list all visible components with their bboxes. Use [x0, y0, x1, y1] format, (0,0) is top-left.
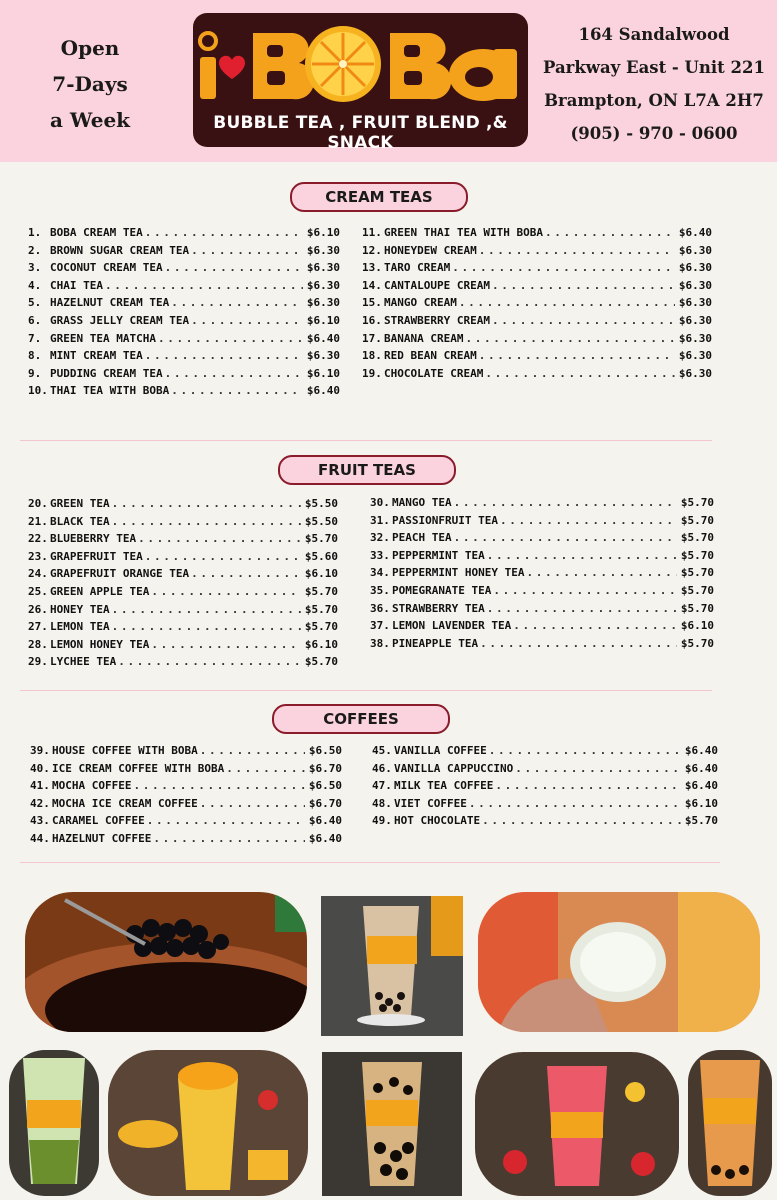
menu-item-number: 21.: [28, 514, 48, 528]
menu-item-number: 1.: [28, 226, 42, 239]
menu-item: [370, 529, 714, 547]
menu-item-number: 12.: [362, 243, 382, 257]
menu-item-number: 39.: [30, 744, 50, 757]
menu-item-number: 24.: [28, 567, 48, 581]
dot-leader: [515, 760, 681, 778]
menu-item-number: 10.: [28, 384, 48, 398]
menu-item-name: HONEYDEW CREAM: [384, 243, 477, 257]
dot-leader: [469, 795, 681, 813]
dot-leader: [479, 347, 675, 365]
dot-leader: [165, 365, 303, 383]
menu-item-name: HOUSE COFFEE WITH BOBA: [52, 744, 198, 757]
menu-item-price: $6.30: [678, 243, 712, 257]
menu-item-name: VIET COFFEE: [394, 796, 467, 810]
menu-item-price: $5.50: [304, 497, 338, 510]
menu-item: [28, 530, 338, 548]
menu-item: [370, 635, 714, 653]
photo-strawberry-slush: [475, 1052, 679, 1196]
menu-item-name: CARAMEL COFFEE: [52, 814, 145, 828]
menu-item-number: 49.: [372, 814, 392, 828]
menu-item-number: 22.: [28, 532, 48, 546]
menu-item: [362, 365, 712, 383]
dot-leader: [480, 635, 677, 653]
menu-item: [362, 242, 712, 260]
dot-leader: [465, 330, 674, 348]
menu-item-price: $6.40: [678, 226, 712, 239]
menu-item: [30, 830, 342, 848]
menu-item: [362, 277, 712, 295]
fruit-teas-left-list: [28, 495, 338, 671]
dot-leader: [487, 547, 677, 565]
menu-item-price: $5.60: [304, 549, 338, 563]
menu-item-name: CHOCOLATE CREAM: [384, 366, 484, 380]
menu-item: [362, 259, 712, 277]
menu-item-price: $5.70: [680, 548, 714, 562]
menu-item-price: $6.30: [306, 349, 340, 363]
coffees-right-list: [372, 742, 718, 830]
menu-item-number: 35.: [370, 583, 390, 597]
menu-item-name: LEMON TEA: [50, 620, 110, 634]
dot-leader: [493, 582, 677, 600]
menu-item-name: VANILLA CAPPUCCINO: [394, 761, 514, 775]
menu-item-number: 48.: [372, 796, 392, 810]
menu-item-number: 30.: [370, 496, 390, 509]
menu-item-price: $6.30: [678, 278, 712, 292]
dot-leader: [171, 294, 303, 312]
dot-leader: [112, 495, 301, 513]
fruit-teas-right-list: [370, 494, 714, 652]
menu-item-name: GREEN TEA MATCHA: [50, 331, 156, 345]
menu-item: [30, 760, 342, 778]
menu-item-price: $5.70: [680, 513, 714, 527]
dot-leader: [112, 618, 301, 636]
menu-item-price: $5.70: [680, 496, 714, 509]
menu-item: [28, 636, 338, 654]
dot-leader: [479, 242, 675, 260]
dot-leader: [151, 636, 301, 654]
menu-item-number: 19.: [362, 366, 382, 380]
menu-item: [362, 294, 712, 312]
photo-matcha-tea: [9, 1050, 99, 1196]
menu-item-name: CANTALOUPE CREAM: [384, 278, 490, 292]
open-line: 7-Days: [52, 72, 128, 96]
menu-item: [372, 760, 718, 778]
dot-leader: [485, 365, 675, 383]
open-line: Open: [60, 36, 120, 60]
menu-item-name: MOCHA ICE CREAM COFFEE: [52, 796, 198, 810]
menu-item: [372, 812, 718, 830]
menu-item-number: 3.: [28, 261, 42, 275]
menu-item-price: $6.30: [678, 313, 712, 327]
opening-hours: [30, 30, 150, 138]
section-divider: [20, 862, 720, 863]
menu-item: [370, 617, 714, 635]
menu-item-name: GREEN TEA: [50, 497, 110, 510]
menu-item-price: $6.40: [308, 814, 342, 828]
menu-item: [28, 347, 340, 365]
menu-item-number: 5.: [28, 296, 42, 310]
menu-item-name: BOBA CREAM TEA: [50, 226, 143, 239]
section-divider: [20, 690, 712, 691]
menu-item: [370, 547, 714, 565]
menu-item-price: $6.30: [678, 349, 712, 363]
menu-item: [28, 583, 338, 601]
menu-item-number: 43.: [30, 814, 50, 828]
menu-item-price: $6.10: [680, 619, 714, 633]
dot-leader: [138, 530, 301, 548]
menu-item-price: $6.10: [306, 366, 340, 380]
menu-item-name: MILK TEA COFFEE: [394, 779, 494, 793]
dot-leader: [105, 277, 303, 295]
menu-item-name: PUDDING CREAM TEA: [50, 366, 163, 380]
menu-item-number: 6.: [28, 313, 42, 327]
menu-item: [28, 277, 340, 295]
menu-item-name: MANGO TEA: [392, 496, 452, 509]
section-title-fruit-teas: FRUIT TEAS: [278, 455, 456, 485]
menu-item-price: $5.70: [304, 602, 338, 616]
dot-leader: [171, 382, 303, 400]
photo-brown-sugar-boba: [322, 1052, 462, 1196]
menu-item-number: 47.: [372, 779, 392, 793]
menu-item-number: 11.: [362, 226, 382, 239]
menu-item: [28, 548, 338, 566]
menu-item: [30, 795, 342, 813]
menu-item: [370, 564, 714, 582]
address-line: 164 Sandalwood: [578, 25, 730, 44]
menu-item-number: 17.: [362, 331, 382, 345]
menu-item: [28, 382, 340, 400]
cream-teas-left-list: [28, 224, 340, 400]
dot-leader: [226, 760, 305, 778]
logo-wordmark: [193, 19, 528, 109]
menu-item-price: $6.30: [306, 261, 340, 275]
menu-item-name: LEMON LAVENDER TEA: [392, 619, 512, 633]
dot-leader: [526, 564, 676, 582]
menu-item: [28, 618, 338, 636]
menu-item-price: $5.70: [680, 636, 714, 650]
section-title-cream-teas: CREAM TEAS: [290, 182, 468, 212]
menu-item-number: 9.: [28, 366, 42, 380]
menu-item-price: $6.10: [304, 567, 338, 581]
dot-leader: [545, 224, 675, 242]
menu-item-price: $5.70: [680, 601, 714, 615]
menu-item-name: STRAWBERRY CREAM: [384, 313, 490, 327]
menu-item: [28, 495, 338, 513]
menu-item: [372, 795, 718, 813]
menu-item-number: 45.: [372, 744, 392, 757]
menu-item-number: 25.: [28, 584, 48, 598]
menu-item-price: $6.10: [304, 637, 338, 651]
menu-item-name: THAI TEA WITH BOBA: [50, 384, 170, 398]
menu-item-name: MINT CREAM TEA: [50, 349, 143, 363]
menu-item-number: 27.: [28, 620, 48, 634]
dot-leader: [151, 583, 301, 601]
menu-item-name: GRAPEFRUIT ORANGE TEA: [50, 567, 190, 581]
menu-item-name: BANANA CREAM: [384, 331, 464, 345]
dot-leader: [191, 565, 301, 583]
menu-item-price: $6.40: [684, 761, 718, 775]
menu-item: [370, 600, 714, 618]
menu-item: [28, 294, 340, 312]
dot-leader: [200, 742, 305, 760]
menu-item-price: $6.50: [308, 779, 342, 793]
menu-item-price: $6.30: [678, 366, 712, 380]
menu-item-name: ICE CREAM COFFEE WITH BOBA: [52, 761, 225, 775]
menu-item-number: 34.: [370, 566, 390, 580]
menu-item-number: 23.: [28, 549, 48, 563]
menu-item: [370, 512, 714, 530]
menu-item: [362, 330, 712, 348]
dot-leader: [145, 224, 303, 242]
menu-item: [28, 653, 338, 671]
photo-tapioca-pearls: [25, 892, 307, 1032]
header-banner: [0, 0, 777, 162]
dot-leader: [153, 830, 305, 848]
photo-mango-smoothie: [108, 1050, 308, 1196]
menu-item-number: 13.: [362, 261, 382, 275]
menu-item: [28, 242, 340, 260]
dot-leader: [145, 347, 303, 365]
menu-item-price: $6.10: [306, 313, 340, 327]
menu-item-name: HONEY TEA: [50, 602, 110, 616]
menu-item-number: 41.: [30, 779, 50, 793]
menu-item: [372, 777, 718, 795]
menu-item-price: $6.30: [306, 278, 340, 292]
menu-item: [362, 347, 712, 365]
menu-item-name: GREEN THAI TEA WITH BOBA: [384, 226, 543, 239]
menu-item-name: MOCHA COFFEE: [52, 779, 132, 793]
section-divider: [20, 440, 712, 441]
menu-item-number: 44.: [30, 831, 50, 845]
menu-item-name: CHAI TEA: [50, 278, 103, 292]
dot-leader: [200, 795, 305, 813]
menu-item-price: $6.30: [306, 243, 340, 257]
menu-item-price: $5.70: [304, 532, 338, 546]
menu-item-number: 7.: [28, 331, 42, 345]
menu-item-number: 16.: [362, 313, 382, 327]
dot-leader: [112, 513, 301, 531]
menu-item-name: POMEGRANATE TEA: [392, 583, 492, 597]
dot-leader: [495, 777, 681, 795]
menu-item-name: GRAPEFRUIT TEA: [50, 549, 143, 563]
dot-leader: [191, 242, 303, 260]
menu-item-name: PEACH TEA: [392, 531, 452, 545]
menu-item: [28, 365, 340, 383]
dot-leader: [454, 494, 677, 512]
menu-item: [30, 742, 342, 760]
dot-leader: [492, 277, 675, 295]
menu-item-number: 37.: [370, 619, 390, 633]
dot-leader: [454, 529, 677, 547]
menu-item-price: $5.70: [680, 531, 714, 545]
dot-leader: [165, 259, 303, 277]
address-line: Brampton, ON L7A 2H7: [544, 91, 764, 110]
menu-item-number: 42.: [30, 796, 50, 810]
menu-item-number: 28.: [28, 637, 48, 651]
menu-item-price: $6.30: [678, 331, 712, 345]
menu-item-name: COCONUT CREAM TEA: [50, 261, 163, 275]
menu-item-number: 29.: [28, 655, 48, 669]
menu-item-number: 4.: [28, 278, 42, 292]
menu-item-price: $6.40: [684, 779, 718, 793]
menu-item: [362, 224, 712, 242]
menu-item-name: PEPPERMINT TEA: [392, 548, 485, 562]
menu-item: [28, 224, 340, 242]
menu-item-number: 31.: [370, 513, 390, 527]
dot-leader: [158, 330, 303, 348]
open-line: a Week: [49, 108, 131, 132]
menu-item-number: 36.: [370, 601, 390, 615]
address-line: Parkway East - Unit 221: [543, 58, 765, 77]
menu-item-name: PEPPERMINT HONEY TEA: [392, 566, 525, 580]
menu-item: [30, 812, 342, 830]
dot-leader: [112, 601, 301, 619]
menu-item-price: $6.40: [306, 384, 340, 398]
dot-leader: [459, 294, 675, 312]
dot-leader: [482, 812, 681, 830]
menu-item-name: BLACK TEA: [50, 514, 110, 528]
phone-number[interactable]: (905) - 970 - 0600: [570, 124, 738, 143]
menu-item-price: $5.70: [680, 583, 714, 597]
menu-item-name: LEMON HONEY TEA: [50, 637, 150, 651]
menu-item-name: GRASS JELLY CREAM TEA: [50, 313, 190, 327]
menu-item: [370, 494, 714, 512]
menu-item-price: $5.50: [304, 514, 338, 528]
menu-item-number: 20.: [28, 497, 48, 510]
menu-item-price: $6.70: [308, 761, 342, 775]
menu-item: [370, 582, 714, 600]
dot-leader: [452, 259, 675, 277]
dot-leader: [489, 742, 681, 760]
menu-item-name: PASSIONFRUIT TEA: [392, 513, 498, 527]
menu-item-price: $6.10: [684, 796, 718, 810]
menu-item: [28, 330, 340, 348]
menu-item-name: HAZELNUT CREAM TEA: [50, 296, 170, 310]
menu-item-price: $5.70: [684, 814, 718, 828]
dot-leader: [487, 600, 677, 618]
section-title-coffees: COFFEES: [272, 704, 450, 734]
dot-leader: [191, 312, 303, 330]
menu-item-name: TARO CREAM: [384, 261, 451, 275]
menu-item-name: HOT CHOCOLATE: [394, 814, 481, 828]
menu-item-price: $6.70: [308, 796, 342, 810]
menu-item: [372, 742, 718, 760]
menu-item: [28, 513, 338, 531]
dot-leader: [118, 653, 301, 671]
menu-item-number: 46.: [372, 761, 392, 775]
menu-item: [30, 777, 342, 795]
menu-item-number: 15.: [362, 296, 382, 310]
dot-leader: [492, 312, 675, 330]
menu-item-name: RED BEAN CREAM: [384, 349, 477, 363]
menu-item-number: 14.: [362, 278, 382, 292]
menu-item-price: $6.40: [684, 744, 718, 757]
dot-leader: [500, 512, 677, 530]
dot-leader: [145, 548, 301, 566]
menu-item-name: BROWN SUGAR CREAM TEA: [50, 243, 190, 257]
menu-item: [28, 259, 340, 277]
menu-item-name: VANILLA COFFEE: [394, 744, 487, 757]
menu-item-price: $6.30: [678, 261, 712, 275]
dot-leader: [513, 617, 677, 635]
menu-item-price: $6.40: [308, 831, 342, 845]
menu-item-price: $6.40: [306, 331, 340, 345]
menu-item-price: $6.10: [306, 226, 340, 239]
menu-item-name: BLUEBERRY TEA: [50, 532, 137, 546]
menu-item-number: 18.: [362, 349, 382, 363]
photo-thai-tea: [688, 1050, 772, 1196]
menu-item-price: $5.70: [304, 620, 338, 634]
menu-item: [28, 312, 340, 330]
dot-leader: [147, 812, 305, 830]
boba-logo: [193, 13, 528, 153]
photo-coconut-jelly: [478, 892, 760, 1032]
menu-item-price: $5.70: [304, 655, 338, 669]
menu-item-number: 2.: [28, 243, 42, 257]
coffees-left-list: [30, 742, 342, 848]
cream-teas-right-list: [362, 224, 712, 382]
menu-item-number: 40.: [30, 761, 50, 775]
menu-item-name: PINEAPPLE TEA: [392, 636, 479, 650]
logo-tagline: BUBBLE TEA , FRUIT BLEND ,& SNACK: [213, 113, 508, 153]
menu-item-name: MANGO CREAM: [384, 296, 457, 310]
dot-leader: [133, 777, 304, 795]
menu-item-name: GREEN APPLE TEA: [50, 584, 150, 598]
menu-item-name: STRAWBERRY TEA: [392, 601, 485, 615]
menu-item-price: $5.70: [304, 584, 338, 598]
menu-item-price: $6.30: [678, 296, 712, 310]
menu-item-name: HAZELNUT COFFEE: [52, 831, 152, 845]
menu-item-number: 32.: [370, 531, 390, 545]
store-address: [536, 18, 772, 150]
menu-item-price: $6.30: [306, 296, 340, 310]
menu-item-number: 26.: [28, 602, 48, 616]
menu-item-number: 38.: [370, 636, 390, 650]
photo-milk-tea-with-boba: [321, 896, 463, 1036]
menu-item: [28, 601, 338, 619]
menu-item: [362, 312, 712, 330]
menu-item-price: $6.50: [308, 744, 342, 757]
menu-item: [28, 565, 338, 583]
menu-item-price: $5.70: [680, 566, 714, 580]
menu-item-number: 8.: [28, 349, 42, 363]
menu-item-name: LYCHEE TEA: [50, 655, 117, 669]
menu-item-number: 33.: [370, 548, 390, 562]
